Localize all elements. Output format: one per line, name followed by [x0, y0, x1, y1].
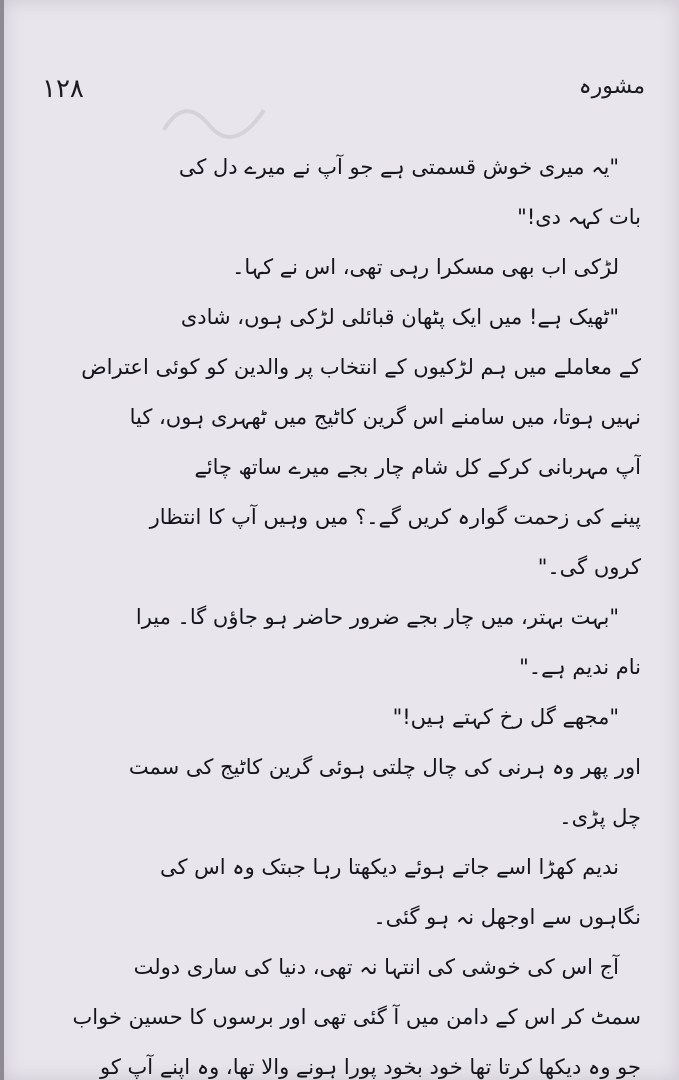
- text-line: بات کہہ دی!": [517, 205, 641, 229]
- text-line: نگاہوں سے اوجھل نہ ہو گئی۔: [373, 905, 641, 929]
- text-line: "یہ میری خوش قسمتی ہے جو آپ نے میرے دل کی: [178, 155, 619, 179]
- text-line: سمٹ کر اس کے دامن میں آ گئی تھی اور برسوں کا حسین خواب: [72, 1005, 641, 1029]
- text-line: "ٹھیک ہے! میں ایک پٹھان قبائلی لڑکی ہوں، شادی: [180, 305, 619, 329]
- text-line: پینے کی زحمت گوارہ کریں گے۔؟ میں وہیں آپ کا انتظار: [149, 505, 641, 529]
- text-line: کے معاملے میں ہم لڑکیوں کے انتخاب پر والدین کو کوئی اعتراض: [81, 355, 641, 379]
- text-line: کروں گی۔": [537, 555, 641, 579]
- text-line: اور پھر وہ ہرنی کی چال چلتی ہوئی گرین کاٹیج کی سمت: [128, 755, 641, 779]
- text-line: جو وہ دیکھا کرتا تھا خود بخود پورا ہونے والا تھا، وہ اپنے آپ کو: [100, 1055, 641, 1079]
- text-line: نہیں ہوتا، میں سامنے اس گرین کاٹیج میں ٹھہری ہوں، کیا: [129, 405, 641, 429]
- running-title: مشورہ: [578, 74, 645, 99]
- page-header: [42, 70, 645, 114]
- text-line: چل پڑی۔: [559, 805, 641, 829]
- page-body: [36, 142, 641, 1080]
- text-line: "بہت بہتر، میں چار بجے ضرور حاضر ہو جاؤں گا۔ میرا: [135, 605, 619, 629]
- text-line: "مجھے گل رخ کہتے ہیں!": [392, 705, 619, 729]
- page-number: ۱۲۸: [42, 74, 84, 104]
- text-line: لڑکی اب بھی مسکرا رہی تھی، اس نے کہا۔: [232, 255, 619, 279]
- text-line: نام ندیم ہے۔": [519, 655, 641, 679]
- text-line: آپ مہربانی کرکے کل شام چار بجے میرے ساتھ چائے: [194, 455, 641, 479]
- text-line: آج اس کی خوشی کی انتہا نہ تھی، دنیا کی ساری دولت: [133, 955, 619, 979]
- text-line: ندیم کھڑا اسے جاتے ہوئے دیکھتا رہا جبتک وہ اس کی: [159, 855, 619, 879]
